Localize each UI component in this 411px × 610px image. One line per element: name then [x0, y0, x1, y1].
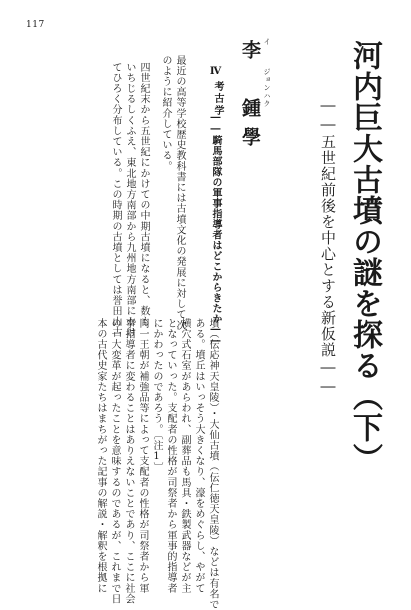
- article-subtitle: ――五世紀前後を中心とする新仮説――: [319, 96, 337, 396]
- text-line: にかわったのであろう。〔注1〕: [151, 318, 162, 473]
- page-number: 117: [26, 20, 45, 30]
- paragraph-intro: [158, 55, 186, 331]
- paragraph-quote: [108, 62, 150, 338]
- text-line: 四世紀末から五世紀にかけての中期古墳になると、数も: [138, 62, 149, 327]
- section-number: Ⅳ: [210, 66, 221, 77]
- text-line: の一大変革が起ったことを意味するのであるが、これまで日: [109, 318, 120, 605]
- author-ruby-family: イ: [263, 38, 271, 46]
- text-line: てひろく分布している。この時期の古墳としては誉田山古: [110, 62, 121, 338]
- text-line: 本の古代史家たちはまちがった記事の解説・解釈を根拠に: [95, 318, 106, 594]
- text-line: のように紹介している。: [160, 55, 171, 172]
- text-line: いちじるしくふえ、東北地方南部から九州地方南部にかけ: [124, 62, 135, 338]
- author-name: 李 鍾學: [239, 40, 261, 156]
- text-line: 同一王朝が補強品等によって支配者の性格が司祭者から軍: [137, 318, 148, 594]
- text-line: 最近の高等学校歴史教科書には古墳文化の発展に対して次: [174, 55, 185, 331]
- paragraph-lower: [93, 318, 219, 610]
- text-line: となっていった。支配者の性格が司祭者から軍事的指導者: [165, 318, 176, 594]
- section-subheading: ――騎馬部隊の軍事指導者はどこからきたか――: [210, 112, 221, 347]
- text-line: 事指導者に変わることはありえないことであり、ここに社会: [123, 318, 134, 605]
- section-heading: 考古学: [212, 81, 223, 117]
- text-line: ある。墳丘はいっそう大きくなり、濠をめぐらし、やがて: [193, 318, 204, 594]
- text-line: 墳（伝応神天皇陵）・大仙古墳（伝仁徳天皇陵）などは有名で: [207, 318, 218, 610]
- text-line: 横穴式石室があらわれ、副葬品も馬具・鉄製武器などが主: [179, 318, 190, 594]
- article-title: 河内巨大古墳の謎を探る（下）: [347, 40, 382, 474]
- author-ruby-given: ジョンハク: [263, 68, 271, 108]
